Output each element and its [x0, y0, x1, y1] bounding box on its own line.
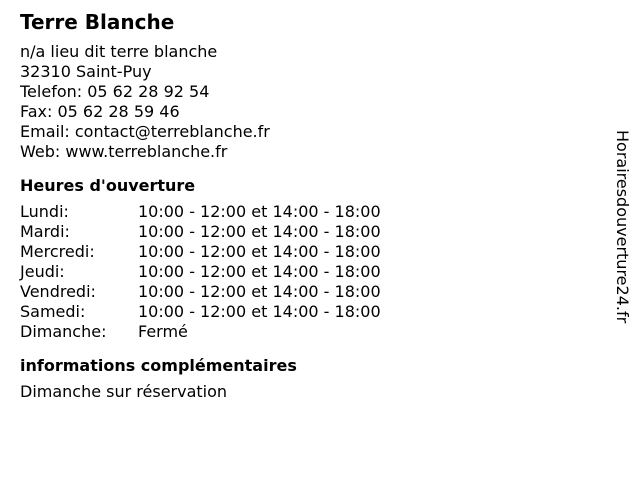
business-card: [20, 10, 600, 402]
hours-day: Dimanche:: [20, 322, 107, 341]
hours-time: 10:00 - 12:00 et 14:00 - 18:00: [138, 222, 381, 241]
opening-hours-heading: Heures d'ouverture: [20, 176, 196, 195]
address-line-1: n/a lieu dit terre blanche: [20, 42, 218, 61]
hours-row: [20, 322, 381, 342]
hours-day: Jeudi:: [20, 262, 65, 281]
hours-day: Mercredi:: [20, 242, 95, 261]
opening-hours-table: [20, 202, 381, 342]
phone-line: Telefon: 05 62 28 92 54: [20, 82, 210, 101]
hours-row: [20, 222, 381, 242]
hours-day: Samedi:: [20, 302, 86, 321]
contact-block: [20, 42, 600, 162]
hours-row: [20, 282, 381, 302]
address-line-2: 32310 Saint-Puy: [20, 62, 152, 81]
hours-row: [20, 302, 381, 322]
hours-row: [20, 202, 381, 222]
hours-time: 10:00 - 12:00 et 14:00 - 18:00: [138, 282, 381, 301]
additional-info-heading: informations complémentaires: [20, 356, 297, 375]
hours-time: 10:00 - 12:00 et 14:00 - 18:00: [138, 262, 381, 281]
hours-row: [20, 242, 381, 262]
hours-row: [20, 262, 381, 282]
additional-info-text: Dimanche sur réservation: [20, 382, 228, 401]
hours-time: 10:00 - 12:00 et 14:00 - 18:00: [138, 242, 381, 261]
hours-time: Fermé: [138, 322, 188, 341]
fax-line: Fax: 05 62 28 59 46: [20, 102, 180, 121]
hours-time: 10:00 - 12:00 et 14:00 - 18:00: [138, 202, 381, 221]
hours-day: Mardi:: [20, 222, 70, 241]
hours-day: Lundi:: [20, 202, 69, 221]
hours-day: Vendredi:: [20, 282, 96, 301]
hours-time: 10:00 - 12:00 et 14:00 - 18:00: [138, 302, 381, 321]
web-line: Web: www.terreblanche.fr: [20, 142, 228, 161]
email-line: Email: contact@terreblanche.fr: [20, 122, 270, 141]
business-name: Terre Blanche: [20, 10, 175, 34]
site-watermark: Horairesdouverture24.fr: [613, 130, 632, 324]
